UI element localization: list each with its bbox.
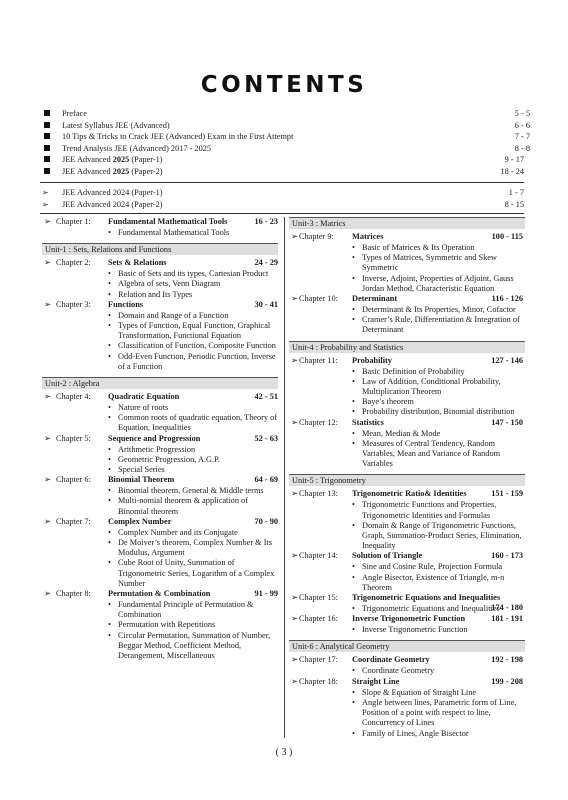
square-bullet-icon <box>44 133 50 139</box>
chapter-entry[interactable]: ➢ Chapter 1: Fundamental Mathematical Tools 16 - 23 <box>44 217 278 226</box>
topic-item: • Trigonometric Functions and Properties, Trigonometric Identities and Formulas <box>352 500 525 520</box>
topic-item: • Types of Function, Equal Function, Graphical Transformation, Functional Equation <box>108 321 278 341</box>
arrow-bullet-icon: ➢ <box>291 593 298 603</box>
left-column <box>42 217 278 661</box>
chapter-entry[interactable]: ➢ Chapter 3: Functions 30 - 41 <box>44 299 278 309</box>
arrow-bullet-icon: ➢ <box>44 299 51 309</box>
arrow-bullet-icon: ➢ <box>291 355 298 365</box>
column-divider <box>284 217 285 738</box>
topic-item: • Cramer’s Rule, Differentiation & Integration of Determinant <box>352 315 525 335</box>
front-matter-row[interactable]: Trend Analysis JEE (Advanced) 2017 - 2025 8 - 8 <box>42 143 524 155</box>
chapter-entry[interactable]: ➢ Chapter 10: Determinant 116 - 126 <box>291 294 523 304</box>
unit-heading: Unit-4 : Probability and Statistics <box>289 341 525 353</box>
topic-item: • Angle Bisector, Existence of Triangle, m-n Theorem <box>352 573 525 593</box>
square-bullet-icon <box>44 145 50 151</box>
arrow-bullet-icon: ➢ <box>291 232 298 241</box>
unit-heading: Unit-5 : Trigonometry <box>289 474 525 486</box>
unit-heading: Unit-1 : Sets, Relations and Functions <box>42 243 278 255</box>
arrow-bullet-icon: ➢ <box>44 392 51 402</box>
topic-item: • Algebra of sets, Venn Diagram <box>108 279 278 289</box>
topic-item: • Mean, Median & Mode <box>352 429 525 439</box>
topic-item: • Special Series <box>108 465 278 475</box>
arrow-bullet-icon: ➢ <box>291 489 298 499</box>
front-matter-row[interactable]: Latest Syllabus JEE (Advanced) 6 - 6 <box>42 120 524 132</box>
topic-item: • Trigonometric Equations and Inequalities <box>352 604 525 614</box>
chapter-entry[interactable]: ➢ Chapter 6: Binomial Theorem 64 - 69 <box>44 475 278 485</box>
chapter-entry[interactable]: ➢ Chapter 16: Inverse Trigonometric Function 181 - 191 <box>291 614 523 624</box>
topic-item: • Basic of Matrices & Its Operation <box>352 243 525 253</box>
topic-item: • Geometric Progression, A.G.P. <box>108 455 278 465</box>
topic-item: • Nature of roots <box>108 403 278 413</box>
chapter-entry[interactable]: ➢ Chapter 14: Solution of Triangle 160 - 173 <box>291 551 523 561</box>
unit-heading: Unit-6 : Analytical Geometry <box>289 640 525 652</box>
topic-item: • Angle between lines, Parametric form of Line, Position of a point with respect to line, Concurrency of Lines <box>352 698 525 729</box>
topic-item: • Classification of Function, Composite Function <box>108 341 278 351</box>
topic-item: • Domain & Range of Trigonometric Functions, Graph, Summation-Product Series, Elimination, Inequality <box>352 521 525 552</box>
arrow-bullet-icon: ➢ <box>44 516 51 526</box>
arrow-bullet-icon: ➢ <box>291 551 298 561</box>
topic-item: • Baye’s theorem <box>352 397 525 407</box>
arrow-bullet-icon: ➢ <box>44 475 51 485</box>
topic-item: • Probability distribution, Binomial distribution <box>352 407 525 417</box>
front-matter-row[interactable]: JEE Advanced 2025 (Paper-1) 9 - 17 <box>42 154 524 166</box>
square-bullet-icon <box>44 122 50 128</box>
page-title: CONTENTS <box>200 72 368 98</box>
chapter-entry[interactable]: ➢ Chapter 11: Probability 127 - 146 <box>291 355 523 365</box>
chapter-entry[interactable]: ➢ Chapter 7: Complex Number 70 - 90 <box>44 516 278 526</box>
topic-item: • Permutation with Repetitions <box>108 620 278 630</box>
arrow-bullet-icon: ➢ <box>44 217 51 226</box>
unit-heading: Unit-3 : Matrics <box>289 217 525 229</box>
page-number: ( 3 ) <box>275 747 293 758</box>
arrow-bullet-icon: ➢ <box>44 433 51 443</box>
arrow-bullet-icon: ➢ <box>44 589 51 599</box>
topic-item: • Circular Permutation, Summation of Number, Beggar Method, Coefficient Method, Derangement, Miscellaneous <box>108 631 278 662</box>
topic-item: • Fundamental Principle of Permutation & Combination <box>108 600 278 620</box>
topic-item: • Inverse Trigonometric Function <box>352 625 525 635</box>
front-matter-row[interactable]: Preface 5 - 5 <box>42 108 524 120</box>
arrow-bullet-icon: ➢ <box>44 258 51 268</box>
topic-item: • Complex Number and its Conjugate <box>108 528 278 538</box>
paper-row[interactable]: ➢ JEE Advanced 2024 (Paper-1) 1 - 7 <box>42 188 524 197</box>
unit-heading: Unit-2 : Algebra <box>42 377 278 389</box>
chapter-entry[interactable]: ➢ Chapter 8: Permutation & Combination 91 - 99 <box>44 589 278 599</box>
topic-item: • Types of Matrices, Symmetric and Skew Symmetric <box>352 253 525 273</box>
topic-item: • De Moiver’s theorem, Complex Number & Its Modulus, Argument <box>108 538 278 558</box>
topic-item: • Family of Lines, Angle Bisector <box>352 729 525 739</box>
topic-item: • Coordinate Geometry <box>352 666 525 676</box>
arrow-bullet-icon: ➢ <box>291 417 298 427</box>
arrow-bullet-icon: ➢ <box>42 188 49 197</box>
topic-item: • Determinant & Its Properties, Minor, Cofactor <box>352 305 525 315</box>
topic-item: • Law of Addition, Conditional Probability, Multiplication Theorem <box>352 377 525 397</box>
topic-item: • Slope & Equation of Straight Line <box>352 688 525 698</box>
chapter-entry[interactable]: ➢ Chapter 5: Sequence and Progression 52 - 63 <box>44 433 278 443</box>
topic-item: • Relation and Its Types <box>108 290 278 300</box>
square-bullet-icon <box>44 156 50 162</box>
topic-item: • Sine and Cosine Rule, Projection Formula <box>352 562 525 572</box>
chapter-entry[interactable]: ➢ Chapter 17: Coordinate Geometry 192 - 198 <box>291 655 523 665</box>
divider <box>40 182 524 183</box>
front-matter-row[interactable]: JEE Advanced 2025 (Paper-2) 18 - 24 <box>42 166 524 178</box>
topic-item: • Odd-Even Function, Periodic Function, Inverse of a Function <box>108 352 278 372</box>
topic-item: • Inverse, Adjoint, Properties of Adjoint, Gauss Jordan Method, Characteristic Equation <box>352 274 525 294</box>
topic-item: • Arithmetic Progression <box>108 445 278 455</box>
chapter-entry[interactable]: ➢ Chapter 2: Sets & Relations 24 - 29 <box>44 258 278 268</box>
topic-item: • Fundamental Mathematical Tools <box>108 228 278 238</box>
chapter-entry[interactable]: ➢ Chapter 4: Quadratic Equation 42 - 51 <box>44 392 278 402</box>
topic-item: • Domain and Range of a Function <box>108 311 278 321</box>
topic-item: • Measures of Central Tendency, Random Variables, Mean and Variance of Random Variables <box>352 439 525 470</box>
square-bullet-icon <box>44 110 50 116</box>
chapter-entry[interactable]: ➢ Chapter 9: Matrices 100 - 115 <box>291 232 523 241</box>
arrow-bullet-icon: ➢ <box>291 676 298 686</box>
topic-item: • Basic of Sets and its types, Cartesian Product <box>108 269 278 279</box>
arrow-bullet-icon: ➢ <box>291 655 298 665</box>
chapter-entry[interactable]: ➢ Chapter 12: Statistics 147 - 150 <box>291 417 523 427</box>
chapter-entry[interactable]: ➢ Chapter 18: Straight Line 199 - 208 <box>291 676 523 686</box>
arrow-bullet-icon: ➢ <box>42 199 49 209</box>
topic-item: • Common roots of quadratic equation, Theory of Equation, Inequalities <box>108 413 278 433</box>
chapter-entry[interactable]: ➢ Chapter 15: Trigonometric Equations and Inequalities 174 - 180 <box>291 593 523 613</box>
topic-item: • Multi-nomial theorem & application of Binomial theorem <box>108 496 278 516</box>
topic-item: • Basic Definition of Probability <box>352 367 525 377</box>
front-matter-list <box>42 108 530 178</box>
topic-item: • Cube Root of Unity, Summation of Trigonometric Series, Logarithm of a Complex Number <box>108 558 278 589</box>
paper-row[interactable]: ➢ JEE Advanced 2024 (Paper-2) 8 - 15 <box>42 199 524 209</box>
chapter-entry[interactable]: ➢ Chapter 13: Trigonometric Ratio& Identities 151 - 159 <box>291 489 523 499</box>
arrow-bullet-icon: ➢ <box>291 614 298 624</box>
papers-2024-list <box>42 187 524 210</box>
topic-item: • Binomial theorem, General & Middle terms <box>108 486 278 496</box>
square-bullet-icon <box>44 168 50 174</box>
arrow-bullet-icon: ➢ <box>291 294 298 304</box>
right-column <box>289 217 525 739</box>
divider <box>40 213 524 214</box>
front-matter-row[interactable]: 10 Tips & Tricks to Crack JEE (Advanced) Exam in the First Attempt 7 - 7 <box>42 131 524 143</box>
